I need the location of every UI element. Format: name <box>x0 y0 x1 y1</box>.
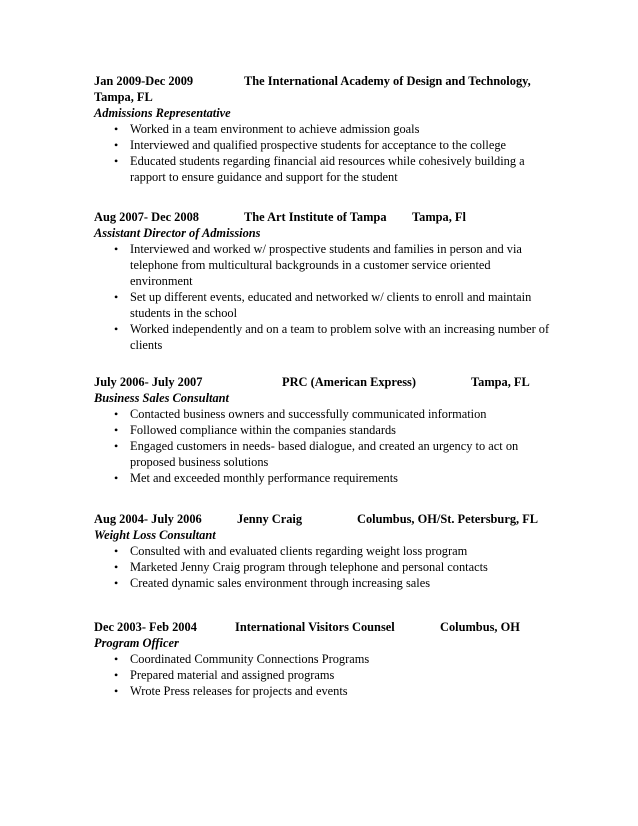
bullet-icon: • <box>114 242 119 256</box>
bullet-text: Consulted with and evaluated clients regarding weight loss program <box>130 544 468 558</box>
list-item <box>94 406 554 422</box>
job-header <box>94 619 554 635</box>
job-bullet-list <box>94 651 554 699</box>
list-item <box>94 153 554 185</box>
job-title: Assistant Director of Admissions <box>94 226 261 240</box>
job-dates: July 2006- July 2007 <box>94 375 203 389</box>
job-organization: PRC (American Express) <box>282 375 416 389</box>
job-title: Business Sales Consultant <box>94 391 229 405</box>
list-item <box>94 241 554 289</box>
bullet-text: Prepared material and assigned programs <box>130 668 335 682</box>
bullet-icon: • <box>114 576 119 590</box>
job-title: Program Officer <box>94 636 179 650</box>
job-location: Tampa, Fl <box>412 210 466 224</box>
list-item <box>94 321 554 353</box>
bullet-text: Marketed Jenny Craig program through telephone and personal contacts <box>130 560 488 574</box>
job-organization-location: Tampa, FL <box>94 90 153 104</box>
job-entry <box>94 73 554 185</box>
bullet-text: Engaged customers in needs- based dialogue, and created an urgency to act on proposed business solutions <box>130 439 519 469</box>
job-organization: The Art Institute of Tampa <box>244 210 387 224</box>
bullet-text: Set up different events, educated and networked w/ clients to enroll and maintain students in the school <box>130 290 532 320</box>
job-title: Weight Loss Consultant <box>94 528 216 542</box>
bullet-text: Met and exceeded monthly performance requirements <box>130 471 399 485</box>
bullet-icon: • <box>114 122 119 136</box>
job-entry <box>94 511 554 591</box>
job-header <box>94 374 554 390</box>
bullet-icon: • <box>114 684 119 698</box>
bullet-icon: • <box>114 138 119 152</box>
bullet-icon: • <box>114 544 119 558</box>
bullet-icon: • <box>114 423 119 437</box>
job-header <box>94 209 554 225</box>
job-dates: Aug 2004- July 2006 <box>94 512 202 526</box>
bullet-icon: • <box>114 471 119 485</box>
bullet-icon: • <box>114 154 119 168</box>
job-bullet-list <box>94 121 554 185</box>
job-location: Tampa, FL <box>471 375 530 389</box>
job-dates: Dec 2003- Feb 2004 <box>94 620 197 634</box>
list-item <box>94 289 554 321</box>
bullet-icon: • <box>114 560 119 574</box>
bullet-icon: • <box>114 652 119 666</box>
list-item <box>94 438 554 470</box>
bullet-icon: • <box>114 322 119 336</box>
list-item <box>94 683 554 699</box>
job-location: Columbus, OH/St. Petersburg, FL <box>357 512 539 526</box>
bullet-text: Worked independently and on a team to problem solve with an increasing number of clients <box>130 322 550 352</box>
job-entry <box>94 209 554 353</box>
bullet-icon: • <box>114 290 119 304</box>
job-bullet-list <box>94 241 554 353</box>
bullet-text: Interviewed and qualified prospective students for acceptance to the college <box>130 138 507 152</box>
bullet-text: Educated students regarding financial aid resources while cohesively building a rapport to ensure guidance and support for the student <box>130 154 525 184</box>
job-dates: Aug 2007- Dec 2008 <box>94 210 199 224</box>
bullet-icon: • <box>114 668 119 682</box>
job-location: Columbus, OH <box>440 620 520 634</box>
list-item <box>94 651 554 667</box>
bullet-icon: • <box>114 439 119 453</box>
job-header <box>94 511 554 527</box>
job-header <box>94 73 554 89</box>
job-entry <box>94 374 554 486</box>
bullet-text: Followed compliance within the companies standards <box>130 423 396 437</box>
bullet-text: Wrote Press releases for projects and events <box>130 684 348 698</box>
list-item <box>94 470 554 486</box>
list-item <box>94 559 554 575</box>
job-bullet-list <box>94 543 554 591</box>
bullet-text: Interviewed and worked w/ prospective students and families in person and via telephone from multicultural backgrounds in a customer service oriented environment <box>130 242 522 288</box>
job-dates: Jan 2009-Dec 2009 <box>94 74 194 88</box>
job-bullet-list <box>94 406 554 486</box>
list-item <box>94 575 554 591</box>
job-entry <box>94 619 554 699</box>
bullet-icon: • <box>114 407 119 421</box>
job-organization: The International Academy of Design and Technology, <box>244 74 531 88</box>
bullet-text: Created dynamic sales environment through increasing sales <box>130 576 431 590</box>
list-item <box>94 543 554 559</box>
bullet-text: Coordinated Community Connections Programs <box>130 652 370 666</box>
bullet-text: Worked in a team environment to achieve admission goals <box>130 122 420 136</box>
list-item <box>94 422 554 438</box>
job-organization: International Visitors Counsel <box>235 620 395 634</box>
list-item <box>94 121 554 137</box>
job-organization: Jenny Craig <box>237 512 303 526</box>
list-item <box>94 667 554 683</box>
list-item <box>94 137 554 153</box>
bullet-text: Contacted business owners and successfully communicated information <box>130 407 487 421</box>
job-title: Admissions Representative <box>94 106 231 120</box>
